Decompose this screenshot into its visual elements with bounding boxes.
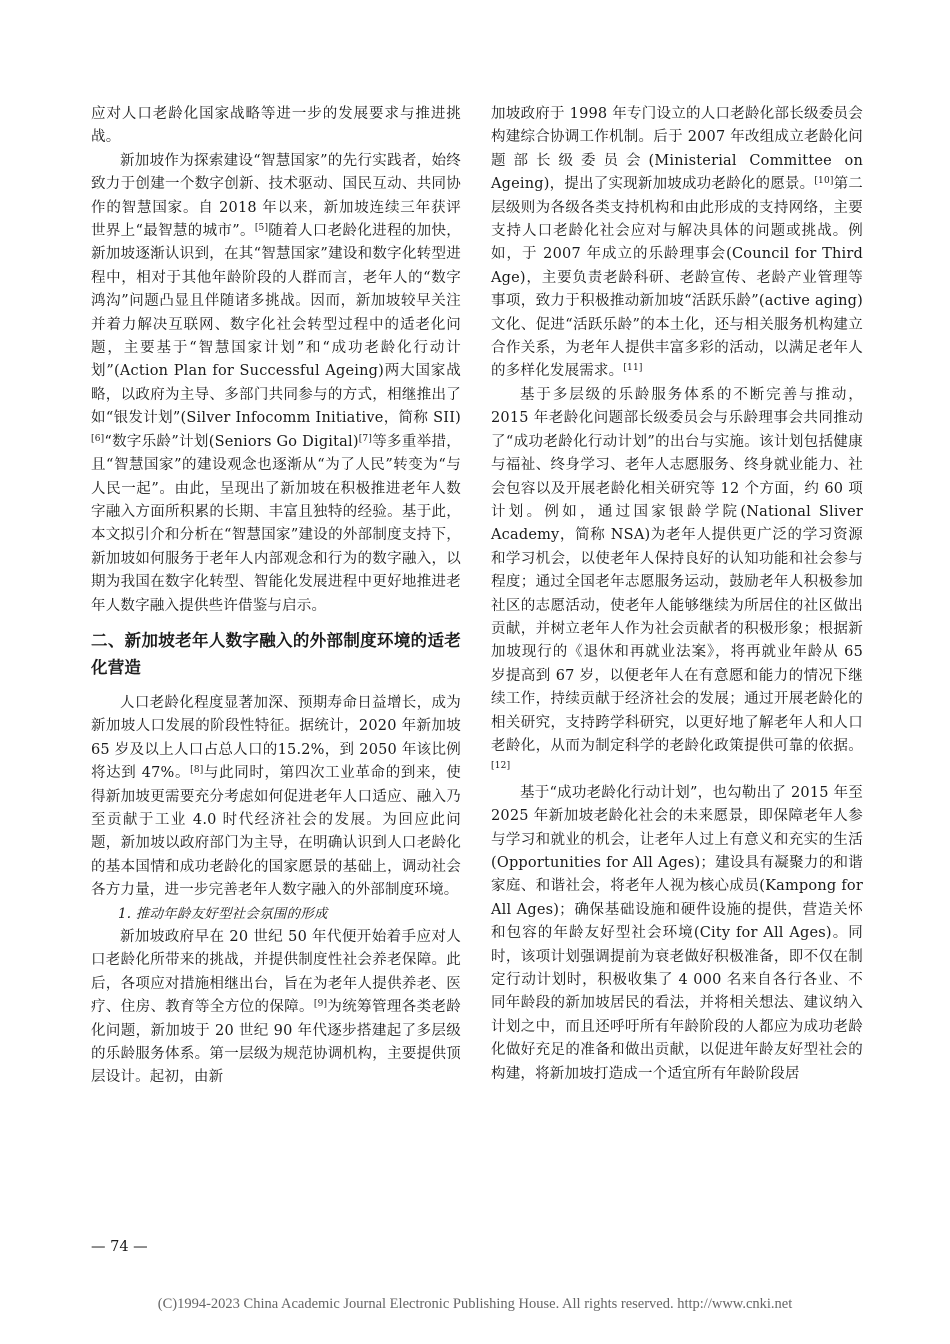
text-run: 随着人口老龄化进程的加快，新加坡逐渐认识到，在其“智慧国家”建设和数字化转型进程中，相对于其他年龄阶段的人群而言，老年人的“数字鸿沟”问题凸显且伴随诸多挑战。因而，新加坡较早关注并着力解决互联网、数字化社会转型过程中的适老化问题，主要基于“智慧国家计划”和“成功老龄化行动计划”(Action Plan for Successful Ageing)两大国家战略，以政府为主导、多部门共同参与的方式，相继推出了如“银发计划”(Silver Infocomm Initiative，简称 SII) (91, 223, 461, 427)
paragraph (91, 692, 461, 903)
text-run: 等多重举措，且“智慧国家”的建设观念也逐渐从“为了人民”转变为“与人民一起”。由此，呈现出了新加坡在积极推进老年人数字融入方面所积累的长期、丰富且独特的经验。基于此，本文拟引介和分析在“智慧国家”建设的外部制度支持下，新加坡如何服务于老年人内部观念和行为的数字融入，以期为我国在数字化转型、智能化发展进程中更好地推进老年人数字融入提供些许借鉴与启示。 (91, 433, 461, 614)
text-run: 人口老龄化程度显著加深、预期寿命日益增长，成为新加坡人口发展的阶段性特征。据统计，2020 年新加坡 65 岁及以上人口占总人口的15.2%，到 2050 年该比例将达到 47%。 (91, 694, 461, 782)
page-number: — 74 — (91, 1239, 148, 1255)
paragraph (91, 150, 461, 618)
text-run: “数字乐龄”计划(Seniors Go Digital) (104, 433, 359, 450)
text-run: 第二层级则为各级各类支持机构和由此形成的支持网络，主要支持人口老龄化社会应对与解决具体的问题或挑战。例如，于 2007 年成立的乐龄理事会(Council for Third Age)，主要负责老龄科研、老龄宣传、老龄产业管理等事项，致力于积极推动新加坡“活跃乐龄”(active aging)文化、促进“活跃乐龄”的本土化，还与相关服务机构建立合作关系，为老年人提供丰富多彩的活动，以满足老年人的多样化发展需求。 (491, 176, 863, 380)
paragraph (91, 926, 461, 1090)
text-run: 与此同时，第四次工业革命的到来，使得新加坡更需要充分考虑如何促进老年人口适应、融入乃至贡献于工业 4.0 时代经济社会的发展。为回应此问题，新加坡以政府部门为主导，在明确认识到人口老龄化的基本国情和成功老龄化的国家愿景的基础上，调动社会各方力量，进一步完善老年人数字融入的外部制度环境。 (91, 765, 461, 899)
right-column (491, 103, 863, 1086)
left-column (91, 103, 461, 1090)
citation[interactable]: [12] (491, 761, 511, 772)
copyright-footer: (C)1994-2023 China Academic Journal Electronic Publishing House. All rights reserved. http://www.cnki.net (157, 1296, 793, 1312)
paragraph (491, 384, 863, 782)
text-run: 基于多层级的乐龄服务体系的不断完善与推动，2015 年老龄化问题部长级委员会与乐龄理事会共同推动了“成功老龄化行动计划”的出台与实施。该计划包括健康与福祉、终身学习、老年人志愿服务、终身就业能力、社会包容以及开展老龄化相关研究等 12 个方面，约 60 项计划。例如，通过国家银龄学院(National Sliver Academy，简称 NSA)为老年人提供更广泛的学习资源和学习机会，以使老年人保持良好的认知功能和社会参与程度；通过全国老年志愿服务运动，鼓励老年人积极参加社区的志愿活动，使老年人能够继续为所居住的社区做出贡献，并树立老年人作为社会贡献者的积极形象；根据新加坡现行的《退休和再就业法案》，将再就业年龄从 65 岁提高到 67 岁，以便老年人在有意愿和能力的情况下继续工作，持续贡献于经济社会的发展；通过开展老龄化的相关研究，支持跨学科研究，以更好地了解老年人和人口老龄化，从而为制定科学的老龄化政策提供可靠的依据。 (491, 386, 863, 754)
text-run: 为统筹管理各类老龄化问题，新加坡于 20 世纪 90 年代逐步搭建起了多层级的乐龄服务体系。第一层级为规范协调机构，主要提供顶层设计。起初，由新 (91, 999, 462, 1086)
paragraph: 应对人口老龄化国家战略等进一步的发展要求与推进挑战。 (91, 106, 461, 146)
citation[interactable]: [9] (313, 999, 328, 1010)
citation[interactable]: [6] (91, 433, 105, 444)
citation[interactable]: [5] (254, 223, 269, 234)
citation[interactable]: [7] (358, 433, 373, 444)
paragraph: 基于“成功老龄化行动计划”，也勾勒出了 2015 年至 2025 年新加坡老龄化社会的未来愿景，即保障老年人参与学习和就业的机会，让老年人过上有意义和充实的生活(Opportunities for All Ages)；建设具有凝聚力的和谐家庭、和谐社会，将老年人视为核心成员(Kampong for All Ages)；确保基础设施和硬件设施的提供，营造关怀和包容的年龄友好型社会环境(City for All Ages)。同时，该项计划强调提前为衰老做好积极准备，即不仅在制定行动计划时，积极收集了 4 000 名来自各行各业、不同年龄段的新加坡居民的看法，并将相关想法、建议纳入计划之中，而且还呼吁所有年龄阶段的人都应为成功老龄化做好充足的准备和做出贡献，以促进年龄友好型社会的构建，将新加坡打造成一个适宜所有年龄阶段居 (491, 784, 863, 1082)
section-heading: 二、新加坡老年人数字融入的外部制度环境的适老化营造 (91, 630, 461, 677)
paragraph (491, 103, 863, 384)
text-run: 新加坡政府早在 20 世纪 50 年代便开始着手应对人口老龄化所带来的挑战，并提供制度性社会养老保障。此后，各项应对措施相继出台，旨在为老年人提供养老、医疗、住房、教育等全方位的保障。 (91, 929, 461, 1016)
text-run: 加坡政府于 1998 年专门设立的人口老龄化部长级委员会构建综合协调工作机制。后于 2007 年改组成立老龄化问题部长级委员会(Ministerial Committee on Ageing)，提出了实现新加坡成功老龄化的愿景。 (491, 106, 863, 193)
citation[interactable]: [8] (190, 765, 204, 776)
subsection-heading: 1. 推动年龄友好型社会氛围的形成 (118, 905, 328, 922)
citation[interactable]: [11] (623, 363, 643, 374)
citation[interactable]: [10] (814, 176, 834, 187)
text-run: 新加坡作为探索建设“智慧国家”的先行实践者，始终致力于创建一个数字创新、技术驱动、国民互动、共同协作的智慧国家。自 2018 年以来，新加坡连续三年获评世界上“最智慧的城市”。 (91, 152, 461, 240)
